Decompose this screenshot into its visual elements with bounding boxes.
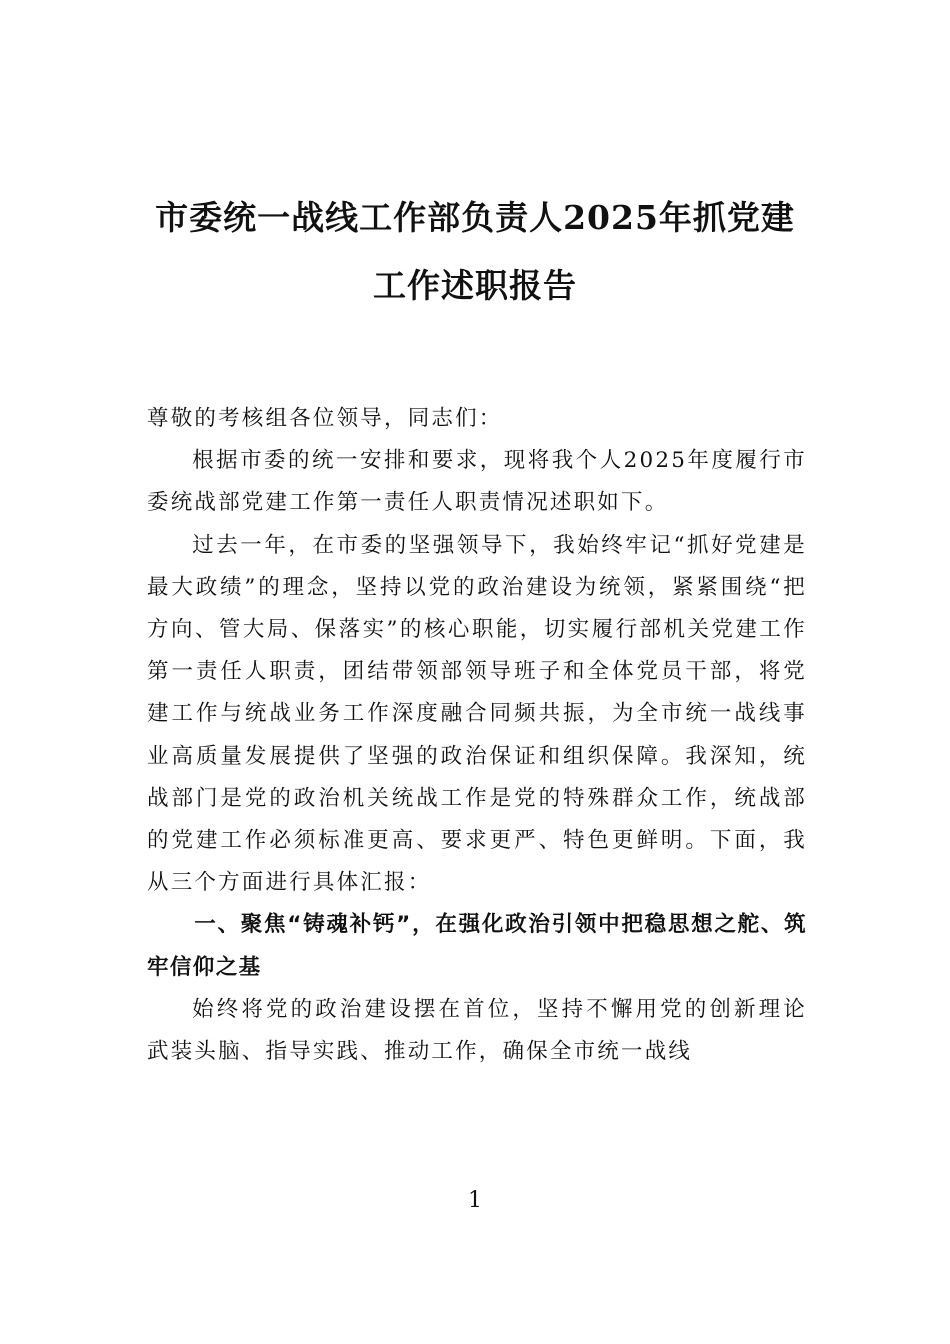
paragraph-intro: 根据市委的统一安排和要求，现将我个人2025年度履行市委统战部党建工作第一责任人职责情况述职如下。: [147, 448, 807, 516]
paragraph-section-1: 始终将党的政治建设摆在首位，坚持不懈用党的创新理论武装头脑、指导实践、推动工作，确保全市统一战线: [147, 996, 807, 1065]
document-title-line-1: 市委统一战线工作部负责人2025年抓党建: [155, 198, 795, 237]
document-body: [147, 398, 807, 1073]
page-number: 1: [468, 1188, 482, 1213]
paragraph-overview: 过去一年，在市委的坚强领导下，我始终牢记“抓好党建是最大政绩”的理念，坚持以党的政治建设为统领，紧紧围绕“把方向、管大局、保落实”的核心职能，切实履行部机关党建工作第一责任人职责，团结带领部领导班子和全体党员干部，将党建工作与统战业务工作深度融合同频共振，为全市统一战线事业高质量发展提供了坚强的政治保证和组织保障。我深知，统战部门是党的政治机关统战工作是党的特殊群众工作，统战部的党建工作必须标准更高、要求更严、特色更鲜明。下面，我从三个方面进行具体汇报：: [147, 532, 807, 896]
salutation: 尊敬的考核组各位领导，同志们：: [147, 406, 503, 431]
section-heading-1: 一、聚焦“铸魂补钙”，在强化政治引领中把稳思想之舵、筑牢信仰之基: [147, 912, 807, 980]
document-title-line-2: 工作述职报告: [373, 266, 577, 305]
